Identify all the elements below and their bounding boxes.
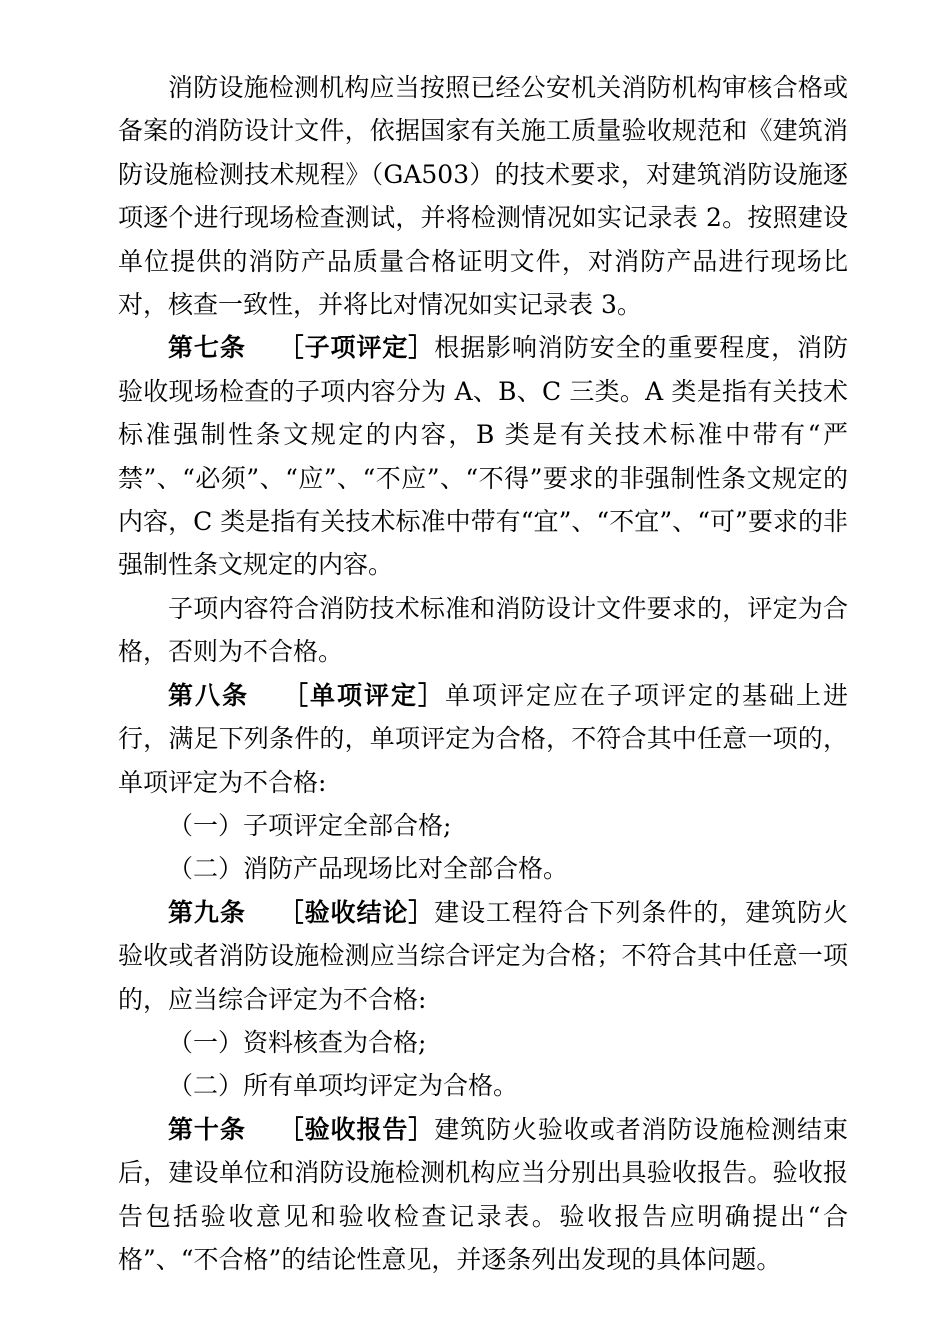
article-text: 单项评定应在子项评定的基础上进行，满足下列条件的，单项评定为合格，不符合其中任意一项的，单项评定为不合格: — [118, 680, 848, 797]
article-title: ［子项评定］ — [277, 333, 435, 363]
article-9-item-2 — [118, 1064, 848, 1107]
article-title: ［验收结论］ — [277, 897, 435, 927]
list-item: （一）子项评定全部合格; — [168, 810, 452, 840]
article-7 — [118, 326, 848, 586]
list-item: （二）所有单项均评定为合格。 — [168, 1071, 519, 1101]
paragraph-text: 子项内容符合消防技术标准和消防设计文件要求的，评定为合格，否则为不合格。 — [118, 593, 848, 667]
article-text: 建筑防火验收或者消防设施检测结束后，建设单位和消防设施检测机构应当分别出具验收报告。验收报告包括验收意见和验收检查记录表。验收报告应明确提出“合格”、“不合格”的结论性意见，并逐条列出发现的具体问题。 — [118, 1114, 848, 1274]
document-page — [118, 66, 848, 1281]
article-title: ［验收报告］ — [277, 1114, 435, 1144]
paragraph-text: 消防设施检测机构应当按照已经公安机关消防机构审核合格或备案的消防设计文件，依据国家有关施工质量验收规范和《建筑消防设施检测技术规程》（GA503）的技术要求，对建筑消防设施逐项逐个进行现场检查测试，并将检测情况如实记录表 2。按照建设单位提供的消防产品质量合格证明文件，对消防产品进行现场比对，核查一致性，并将比对情况如实记录表 3。 — [118, 73, 848, 320]
article-10 — [118, 1108, 848, 1282]
article-text: 建设工程符合下列条件的，建筑防火验收或者消防设施检测应当综合评定为合格；不符合其中任意一项的，应当综合评定为不合格: — [118, 897, 848, 1014]
article-8-item-2 — [118, 847, 848, 890]
article-9-item-1 — [118, 1021, 848, 1064]
article-number: 第十条 — [168, 1114, 246, 1144]
article-text: 根据影响消防安全的重要程度，消防验收现场检查的子项内容分为 A、B、C 三类。A 类是指有关技术标准强制性条文规定的内容，B 类是有关技术标准中带有“严禁”、“必须”、“应”、“不应”、“不得”要求的非强制性条文规定的内容，C 类是指有关技术标准中带有“宜”、“不宜”、“可”要求的非强制性条文规定的内容。 — [118, 333, 848, 580]
article-8-item-1 — [118, 804, 848, 847]
article-8 — [118, 674, 848, 804]
list-item: （二）消防产品现场比对全部合格。 — [168, 854, 569, 884]
article-9 — [118, 891, 848, 1021]
article-number: 第八条 — [168, 680, 249, 710]
paragraph-subitem-rule — [118, 587, 848, 674]
article-number: 第九条 — [168, 897, 246, 927]
article-title: ［单项评定］ — [281, 680, 445, 710]
paragraph-inspection-agency — [118, 66, 848, 326]
list-item: （一）资料核查为合格; — [168, 1027, 427, 1057]
article-number: 第七条 — [168, 333, 246, 363]
